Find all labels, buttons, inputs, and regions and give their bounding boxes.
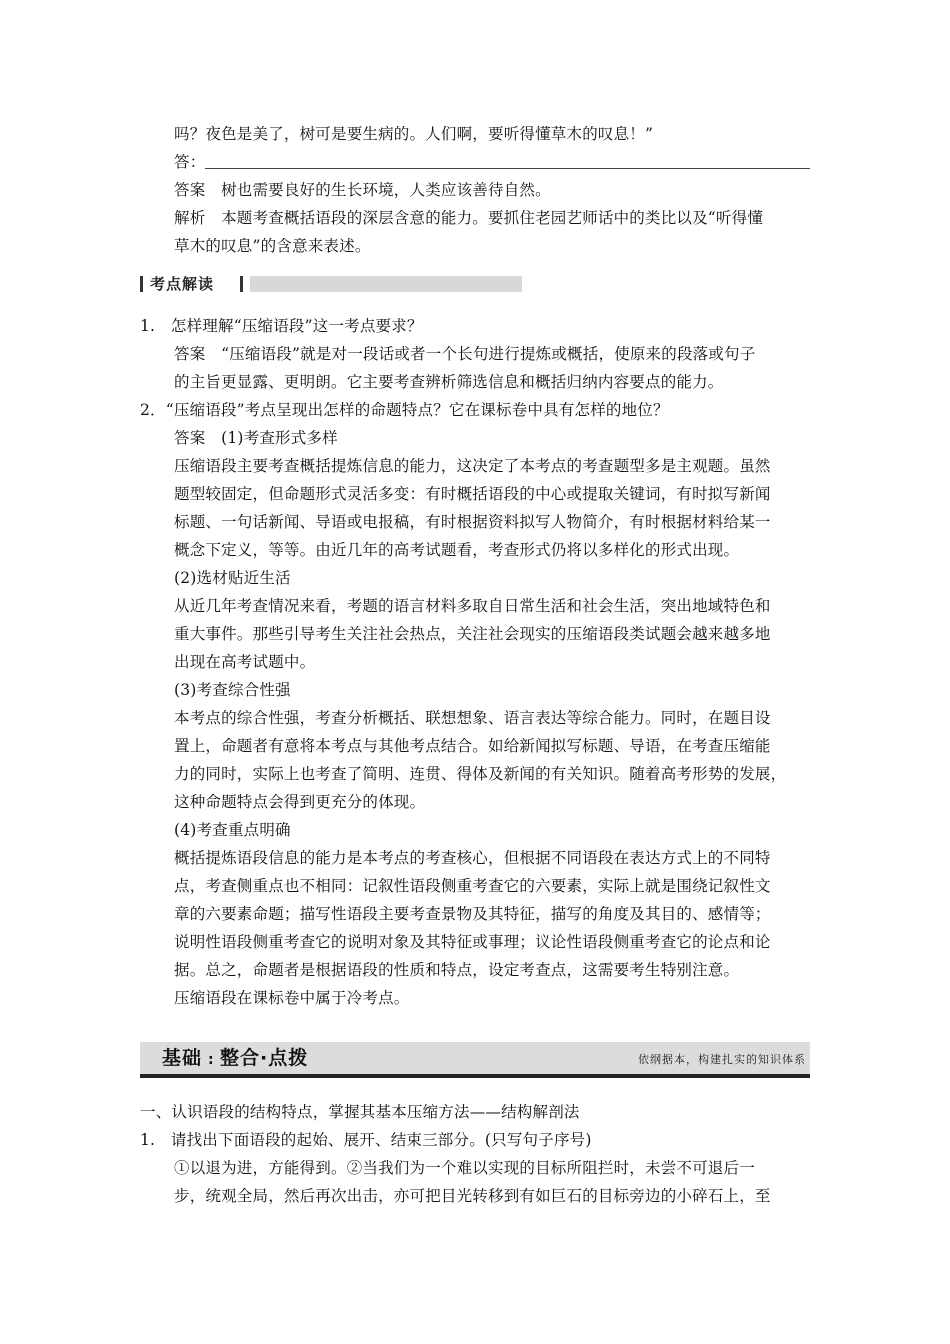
text-line: 概括提炼语段信息的能力是本考点的考查核心，但根据不同语段在表达方式上的不同特 <box>174 849 771 867</box>
header-fill <box>250 276 522 292</box>
section-title-sub: 整合·点拨 <box>220 1047 309 1069</box>
section-title-main: 基础 <box>162 1047 203 1069</box>
section-slogan: 依纲据本，构建扎实的知识体系 <box>638 1053 806 1066</box>
answer-prompt: 答： <box>174 153 206 171</box>
text-line: 题型较固定，但命题形式灵活多变：有时概括语段的中心或提取关键词，有时拟写新闻 <box>174 485 771 503</box>
section-title-colon: : <box>208 1052 214 1068</box>
section-header-kaodian <box>140 274 522 294</box>
text-line: 出现在高考试题中。 <box>174 653 316 671</box>
question-2: 2．“压缩语段”考点呈现出怎样的命题特点？它在课标卷中具有怎样的地位？ <box>140 401 669 419</box>
text-line: 重大事件。那些引导考生关注社会热点，关注社会现实的压缩语段类试题会越来越多地 <box>174 625 771 643</box>
answer-text: 答案 (1)考查形式多样 <box>174 429 338 447</box>
text-line: 草木的叹息”的含意来表述。 <box>174 237 371 255</box>
text-line: 点，考查侧重点也不相同：记叙性语段侧重考查它的六要素，实际上就是围绕记叙性文 <box>174 877 771 895</box>
header-rule <box>140 1074 810 1078</box>
text-line: 力的同时，实际上也考查了简明、连贯、得体及新闻的有关知识。随着高考形势的发展， <box>174 765 787 783</box>
section-title: 考点解读 <box>150 275 215 293</box>
text-line: 这种命题特点会得到更充分的体现。 <box>174 793 426 811</box>
text-line: 概念下定义，等等。由近几年的高考试题看，考查形式仍将以多样化的形式出现。 <box>174 541 740 559</box>
text-line: 据。总之，命题者是根据语段的性质和特点，设定考查点，这需要考生特别注意。 <box>174 961 740 979</box>
text-line: 说明性语段侧重考查它的说明对象及其特征或事理；议论性语段侧重考查它的论点和论 <box>174 933 771 951</box>
section-header-jichu <box>140 1042 810 1078</box>
text-line: ①以退为进，方能得到。②当我们为一个难以实现的目标所阻拦时，未尝不可退后一 <box>174 1159 755 1177</box>
subheading: (2)选材贴近生活 <box>174 569 291 587</box>
part-heading: 一、认识语段的结构特点，掌握其基本压缩方法——结构解剖法 <box>140 1103 580 1121</box>
text-line: 吗？夜色是美了，树可是要生病的。人们啊，要听得懂草木的叹息！” <box>174 125 654 143</box>
answer-blank-line <box>205 168 810 169</box>
answer-text: 答案 “压缩语段”就是对一段话或者一个长句进行提炼或概括，使原来的段落或句子 <box>174 345 756 363</box>
question-1: 1. 请找出下面语段的起始、展开、结束三部分。(只写句子序号) <box>140 1131 592 1149</box>
text-line: 的主旨更显露、更明朗。它主要考查辨析筛选信息和概括归纳内容要点的能力。 <box>174 373 724 391</box>
header-bar-right <box>240 276 243 292</box>
text-line: 压缩语段主要考查概括提炼信息的能力，这决定了本考点的考查题型多是主观题。虽然 <box>174 457 771 475</box>
text-line: 步，统观全局，然后再次出击，亦可把目光转移到有如巨石的目标旁边的小碎石上，至 <box>174 1187 771 1205</box>
text-line: 置上，命题者有意将本考点与其他考点结合。如给新闻拟写标题、导语，在考查压缩能 <box>174 737 771 755</box>
text-line: 从近几年考查情况来看，考题的语言材料多取自日常生活和社会生活，突出地域特色和 <box>174 597 771 615</box>
subheading: (3)考查综合性强 <box>174 681 291 699</box>
analysis-text: 解析 本题考查概括语段的深层含意的能力。要抓住老园艺师话中的类比以及“听得懂 <box>174 209 764 227</box>
text-line: 标题、一句话新闻、导语或电报稿，有时根据资料拟写人物简介，有时根据材料给某一 <box>174 513 771 531</box>
text-line: 章的六要素命题；描写性语段主要考查景物及其特征，描写的角度及其目的、感情等； <box>174 905 771 923</box>
subheading: (4)考查重点明确 <box>174 821 291 839</box>
text-line: 本考点的综合性强，考查分析概括、联想想象、语言表达等综合能力。同时，在题目设 <box>174 709 771 727</box>
text-line: 压缩语段在课标卷中属于冷考点。 <box>174 989 410 1007</box>
question-1: 1. 怎样理解“压缩语段”这一考点要求？ <box>140 317 423 335</box>
answer-text: 答案 树也需要良好的生长环境，人类应该善待自然。 <box>174 181 551 199</box>
header-bar-left <box>140 276 143 292</box>
